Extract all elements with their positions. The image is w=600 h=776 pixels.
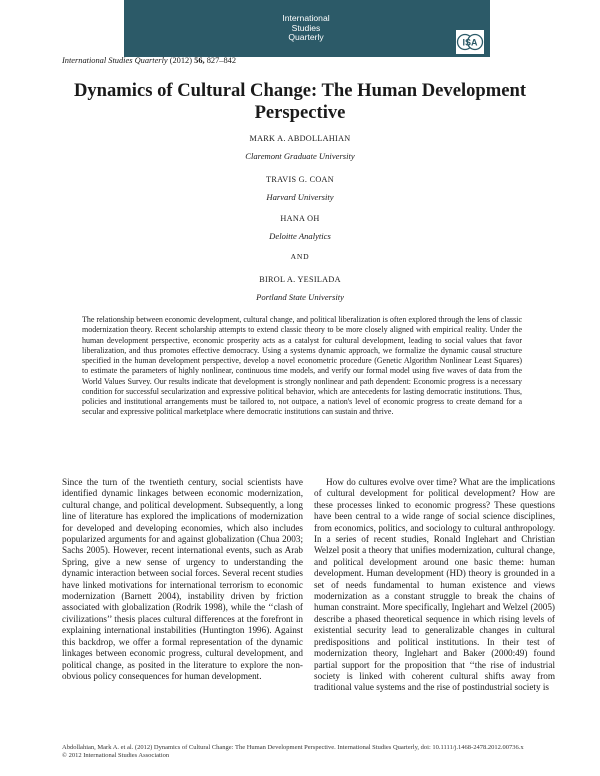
author-name: MARK A. ABDOLLAHIAN <box>249 134 351 143</box>
footer-copyright: © 2012 International Studies Association <box>62 752 170 760</box>
banner-line-1: International <box>282 13 330 24</box>
banner-line-3: Quarterly <box>288 32 324 43</box>
title-line-2: Perspective <box>254 102 346 123</box>
body-column-right: How do cultures evolve over time? What are the implications of cultural development for political development? How are these processes linked to economic progress? These questions have been central to a wide range of social science disciplines, from economics, politics, and sociology to cultural anthropology. In a series of recent studies, Ronald Inglehart and Christian Welzel posit a theory that unifies modernization, cultural change, and political development around one basic theme: human development. Human development (HD) theory is grounded in a set of needs fundamental to human existence and views modernization as a constant struggle to break the chains of human constraint. More specifically, Inglehart and Welzel (2005) describe a phased theoretical sequence in which rising levels of existential security lead to generalizable changes in cultural predispositions and political institutions. In their test of modernization theory, Inglehart and Baker (2000:49) found partial support for the proposition that ‘‘the rise of industrial society is linked with coherent cultural shifts away from traditional value systems and the rise of postindustrial society is <box>314 477 555 693</box>
author-affiliation: Claremont Graduate University <box>245 151 355 161</box>
author-name: TRAVIS G. COAN <box>266 175 334 184</box>
author-affiliation: Harvard University <box>266 192 334 202</box>
journal-citation <box>62 56 236 65</box>
body-column-left: Since the turn of the twentieth century, social scientists have identified dynamic linkages between economic modernization, cultural change, and political development. Subsequently, a long line of literature has explored the implications of modernization for developed and developing economies, which also includes popularized arguments for and against globalization (Chua 2003; Sachs 2005). However, recent international events, such as Arab Spring, give a new sense of urgency to understanding the dynamic interaction between social forces. Several recent studies have linked motivations for international terrorism to economic modernization (Barnett 2004), instability driven by friction associated with globalization (Rodrik 1998), while the ‘‘clash of civilizations’’ thesis places cultural differences at the forefront in explaining international instabilities (Huntington 1996). Against this backdrop, we offer a formal representation of the dynamic linkages between economic progress, cultural development, and political change, as posited in the literature to explore the non-obvious policy consequences for human development. <box>62 477 303 681</box>
isa-logo-icon <box>456 30 484 54</box>
citation-volume: 56, <box>194 56 205 65</box>
page-footer <box>62 744 542 761</box>
author-name: HANA OH <box>280 214 320 223</box>
citation-pages: 827–842 <box>206 56 236 65</box>
banner-line-2: Studies <box>291 22 321 33</box>
citation-year: (2012) <box>169 56 193 65</box>
article-title <box>60 80 540 124</box>
author-affiliation: Portland State University <box>256 292 344 302</box>
footer-citation: Abdollahian, Mark A. et al. (2012) Dynamics of Cultural Change: The Human Development Perspective. International Studies Quarterly, doi: 10.1111/j.1468-2478.2012.00736.x <box>62 744 524 751</box>
logo-text: ISA <box>462 37 478 48</box>
author-conjunction: AND <box>290 252 310 261</box>
citation-journal: International Studies Quarterly <box>62 56 168 65</box>
author-affiliation: Deloitte Analytics <box>269 231 331 241</box>
abstract: The relationship between economic development, cultural change, and political liberalization is often explored through the lens of classic modernization theory. Recent scholarship attempts to extend classic theory to be more closely aligned with empirical reality. Under the human development perspective, economic prosperity acts as a catalyst for cultural development, leading to social values that favor liberalization, and thus promotes effective democracy. Using a systems dynamic approach, we formalize the dynamic causal structure specified in the human development perspective, develop a novel econometric procedure (Genetic Algorithm Nonlinear Least Squares) to estimate the parameters of highly nonlinear, continuous time models, and verify our formal model using five waves of data from the World Values Survey. Our results indicate that development is strongly nonlinear and path dependent: Economic progress is a necessary condition for successful secularization and expressive political behavior, which are antecedents for lasting democratic institutions. Thus, policies and institutional arrangements must be tailored to, not outpace, a nation's level of economic progress to create demand for a secular and expressive political marketplace where democratic institutions can sustain and thrive. <box>82 315 522 417</box>
title-line-1: Dynamics of Cultural Change: The Human Development <box>73 80 527 101</box>
journal-name-banner <box>270 0 342 57</box>
author-name: BIROL A. YESILADA <box>259 275 341 284</box>
